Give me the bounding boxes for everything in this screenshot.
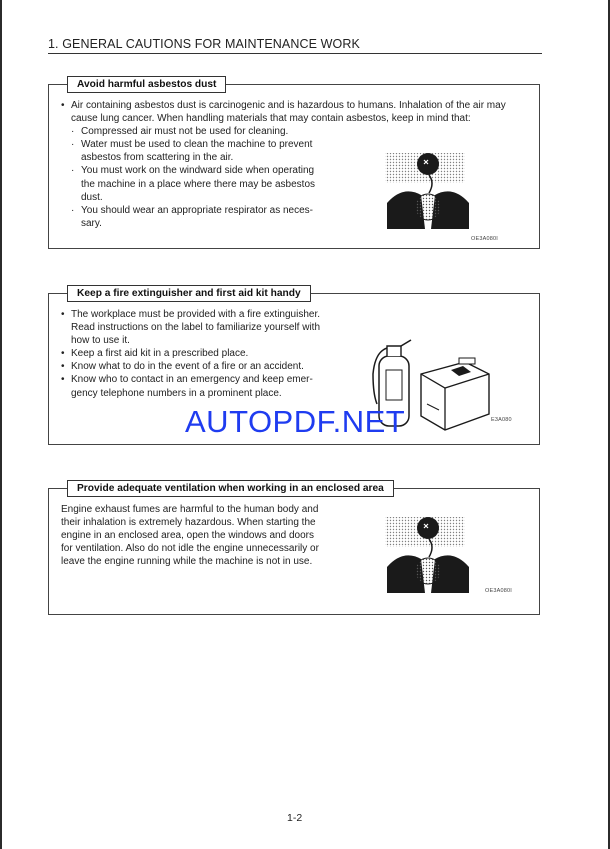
paragraph-line: Engine exhaust fumes are harmful to the human body and (61, 504, 319, 515)
fire-aid-caution-text (61, 308, 341, 400)
list-item: gency telephone numbers in a prominent place. (71, 387, 282, 399)
ventilation-caution-box (48, 483, 540, 615)
figure-code: OE3A080I (485, 588, 512, 594)
asbestos-caution-box (48, 79, 540, 249)
person-inhaling-dust-icon (383, 149, 473, 229)
list-item: Read instructions on the label to familiarize yourself with (71, 322, 321, 334)
paragraph-line: their inhalation is extremely hazardous. When starting the (61, 517, 316, 529)
list-item: • The workplace must be provided with a fire extinguisher. (61, 309, 321, 320)
list-item (61, 99, 533, 112)
fire-aid-caution-label: Keep a fire extinguisher and first aid kit handy (67, 285, 311, 302)
figure-code: E3A080 (491, 417, 512, 423)
title-divider (48, 53, 542, 54)
paragraph-line: for ventilation. Also do not idle the engine unnecessarily or (61, 543, 319, 555)
paragraph-line: engine in an enclosed area, open the windows and doors (61, 530, 314, 542)
paragraph-line: leave the engine running while the machine is not in use. (61, 556, 313, 568)
page-title: 1. GENERAL CAUTIONS FOR MAINTENANCE WORK (48, 37, 360, 51)
sub-list-item: · Compressed air must not be used for cleaning. (71, 126, 289, 138)
list-item: how to use it. (71, 335, 130, 347)
list-item (61, 112, 533, 125)
list-item: • Know who to contact in an emergency and keep emer- (61, 374, 313, 386)
page-number: 1-2 (287, 812, 303, 824)
sub-list-item: · Water must be used to clean the machine to prevent (71, 139, 313, 151)
list-item-text: Air containing asbestos dust is carcinogenic and is hazardous to humans. Inhalation of the air may (71, 100, 506, 111)
watermark-text: AUTOPDF.NET (185, 404, 406, 439)
sub-list-item: dust. (81, 191, 103, 203)
figure-code: OE3A080I (471, 236, 498, 242)
sub-list-item: · You must work on the windward side when operating (71, 165, 315, 177)
ventilation-caution-label: Provide adequate ventilation when working in an enclosed area (67, 480, 394, 497)
sub-list-item: the machine in a place where there may be asbestos (81, 178, 316, 190)
ventilation-caution-text (61, 503, 341, 568)
sub-list-item: · You should wear an appropriate respirator as neces- (71, 204, 313, 216)
page-border-left (0, 0, 2, 849)
asbestos-caution-label: Avoid harmful asbestos dust (67, 76, 226, 93)
list-item-text: cause lung cancer. When handling materials that may contain asbestos, keep in mind that: (71, 113, 471, 125)
sub-list-item: sary. (81, 217, 102, 229)
list-item: • Know what to do in the event of a fire or an accident. (61, 361, 304, 373)
bullet-mark: • (61, 100, 65, 111)
list-item: • Keep a first aid kit in a prescribed place. (61, 348, 249, 360)
person-inhaling-fumes-icon (383, 513, 473, 593)
sub-list-item: asbestos from scattering in the air. (81, 152, 234, 164)
